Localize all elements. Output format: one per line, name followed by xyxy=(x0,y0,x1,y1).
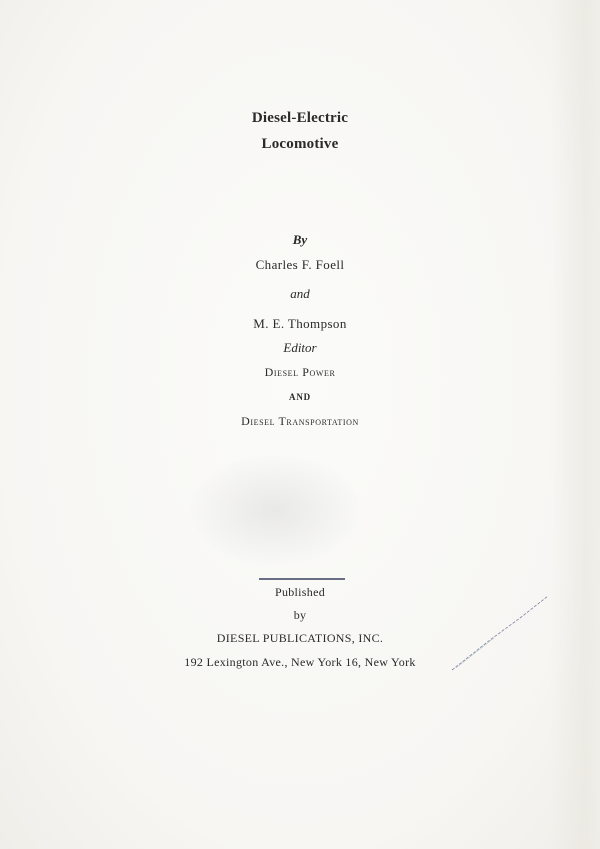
and-conjunction: AND xyxy=(289,392,311,402)
publisher-name: DIESEL PUBLICATIONS, INC. xyxy=(216,631,384,645)
book-title-line2: Locomotive xyxy=(261,136,339,152)
publication-diesel-power: Diesel Power xyxy=(264,365,336,379)
pencil-mark-icon xyxy=(450,590,550,672)
book-title-line1: Diesel-Electric xyxy=(251,110,349,126)
publication-diesel-transportation: Diesel Transportation xyxy=(241,414,359,428)
divider-rule xyxy=(259,578,345,580)
author-thompson: M. E. Thompson xyxy=(253,316,347,331)
by-label: By xyxy=(292,232,308,247)
paper-smudge xyxy=(190,455,360,565)
author-foell: Charles F. Foell xyxy=(255,257,345,272)
publisher-address: 192 Lexington Ave., New York 16, New York xyxy=(184,655,416,669)
and-label: and xyxy=(290,286,310,301)
published-label: Published xyxy=(274,585,326,599)
published-by-label: by xyxy=(293,608,307,622)
editor-role: Editor xyxy=(283,340,317,355)
